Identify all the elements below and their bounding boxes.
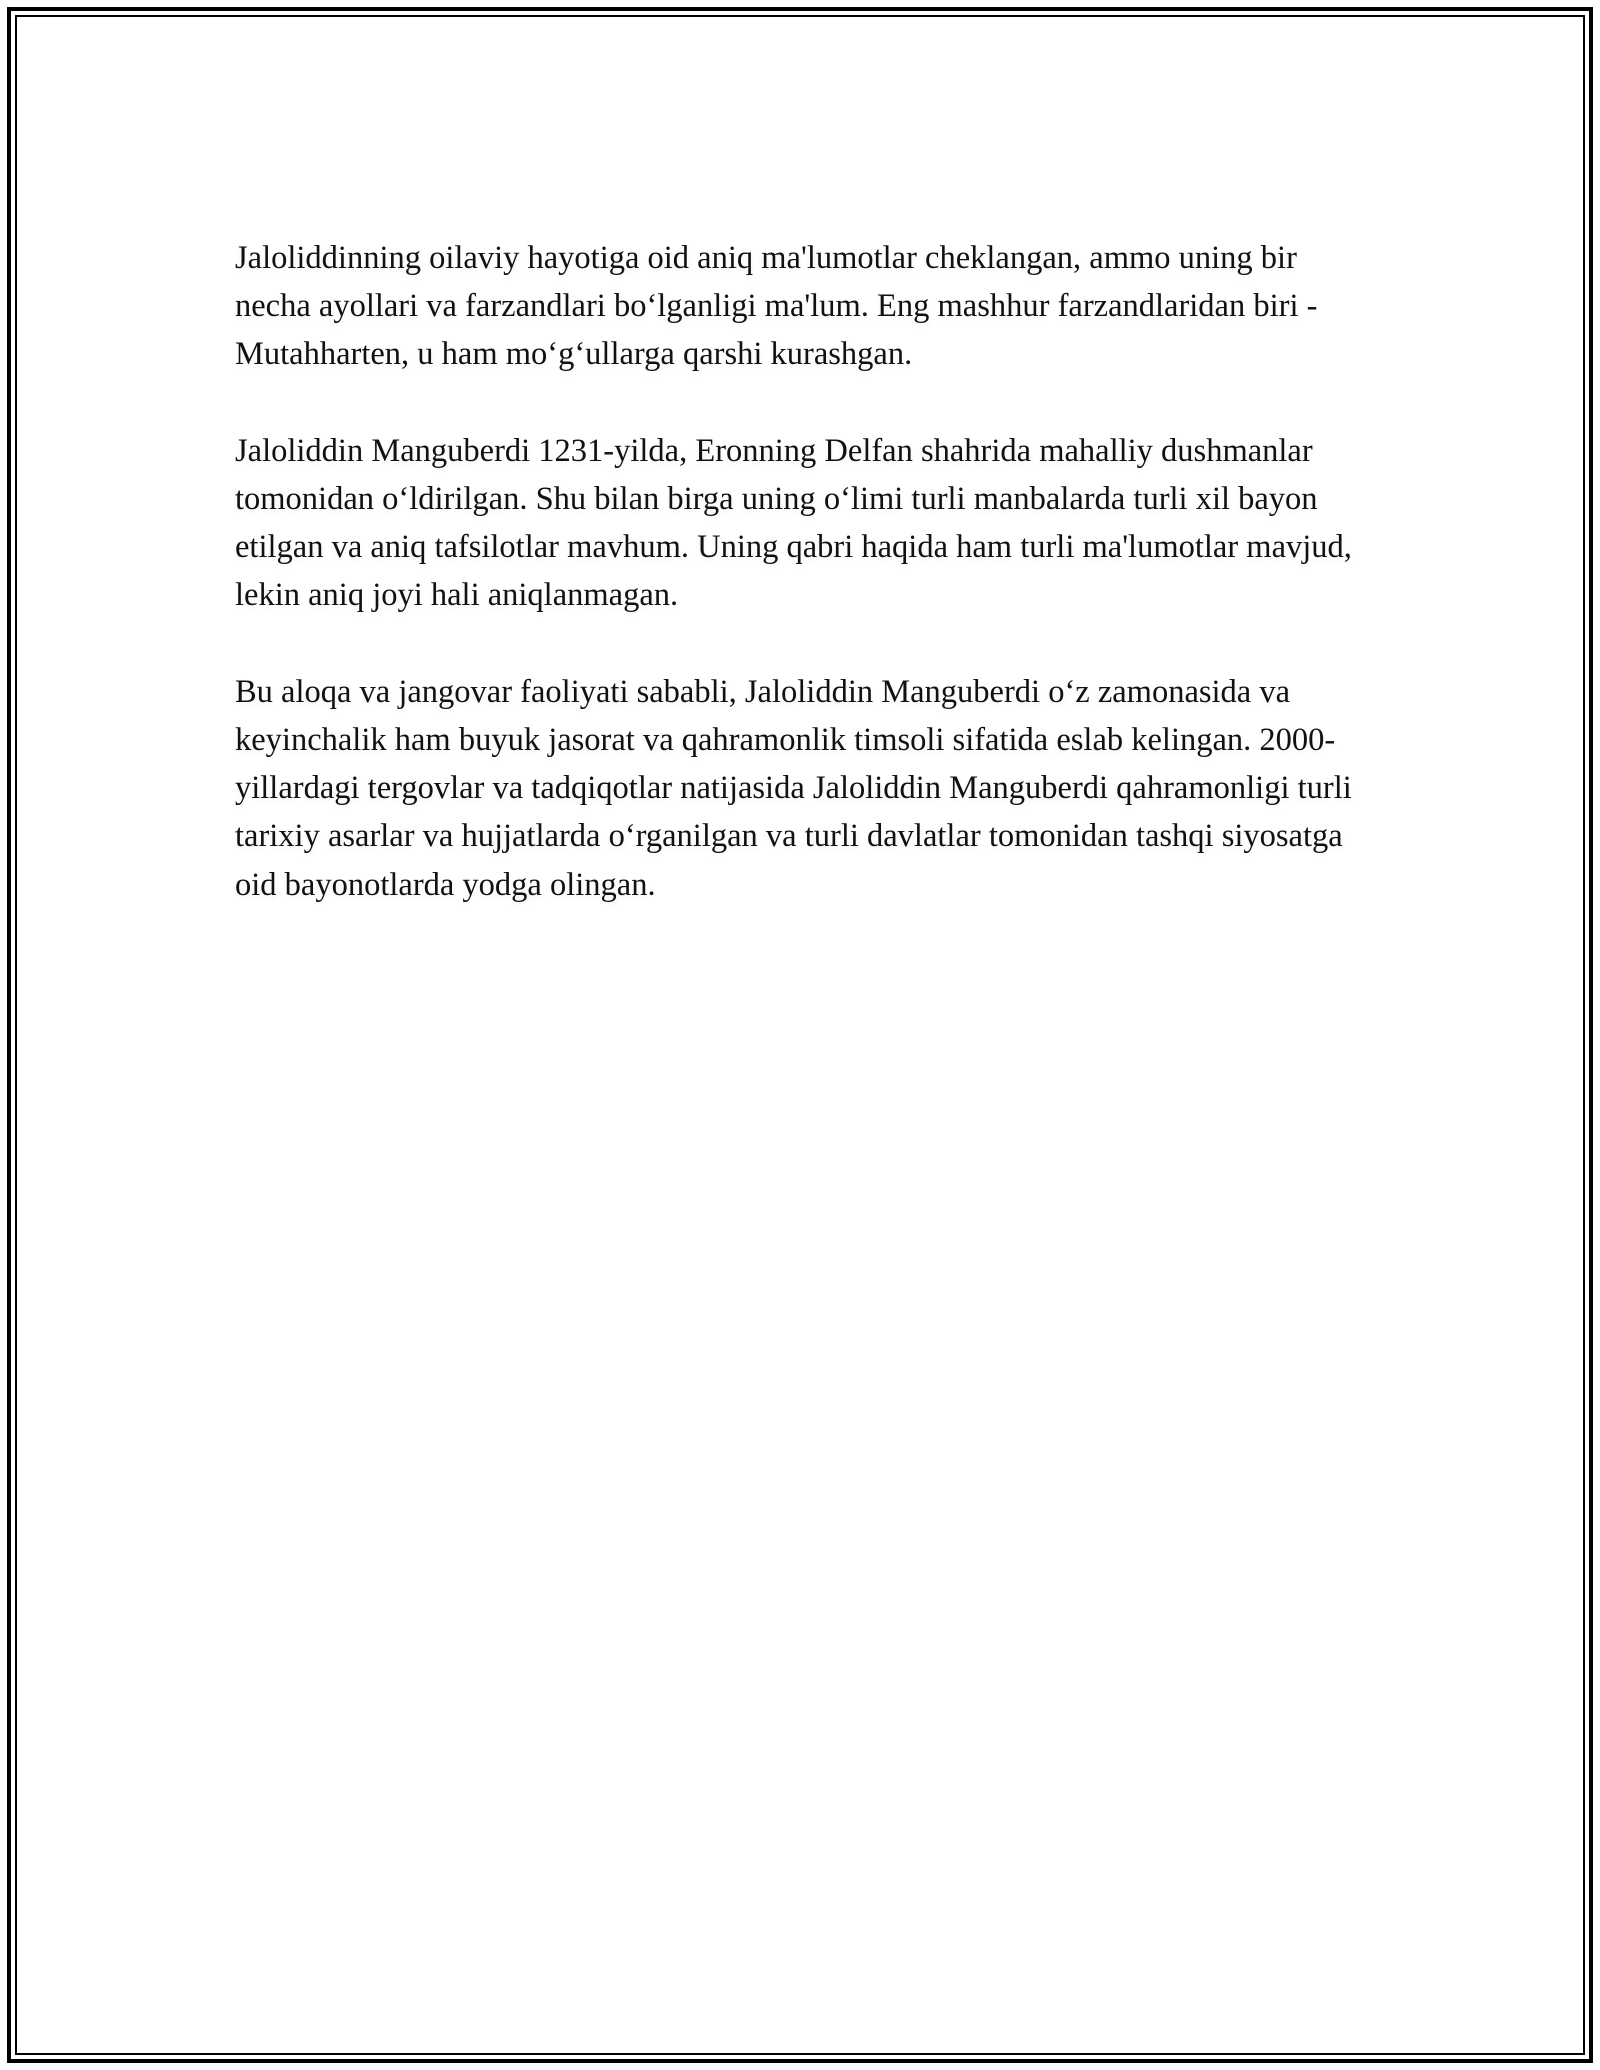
paragraph-legacy: Bu aloqa va jangovar faoliyati sababli, Jaloliddin Manguberdi oʻz zamonasida va keyinchalik ham buyuk jasorat va qahramonlik timsoli sifatida eslab kelingan. 2000-yillardagi tergovlar va tadqiqotlar natijasida Jaloliddin Manguberdi qahramonligi turli tarixiy asarlar va hujjatlarda oʻrganilgan va turli davlatlar tomonidan tashqi siyosatga oid bayonotlarda yodga olingan. [235,673,1352,903]
paragraph-family-life: Jaloliddinning oilaviy hayotiga oid aniq ma'lumotlar cheklangan, ammo uning bir necha ayollari va farzandlari boʻlganligi ma'lum. Eng mashhur farzandlaridan biri - Mutahharten, u ham moʻgʻullarga qarshi kurashgan. [235,240,1318,373]
paragraph-death: Jaloliddin Manguberdi 1231-yilda, Eronning Delfan shahrida mahalliy dushmanlar tomonidan oʻldirilgan. Shu bilan birga uning oʻlimi turli manbalarda turli xil bayon etilgan va aniq tafsilotlar mavhum. Uning qabri haqida ham turli ma'lumotlar mavjud, lekin aniq joyi hali aniqlanmagan. [235,432,1352,614]
document-body [235,234,1365,909]
